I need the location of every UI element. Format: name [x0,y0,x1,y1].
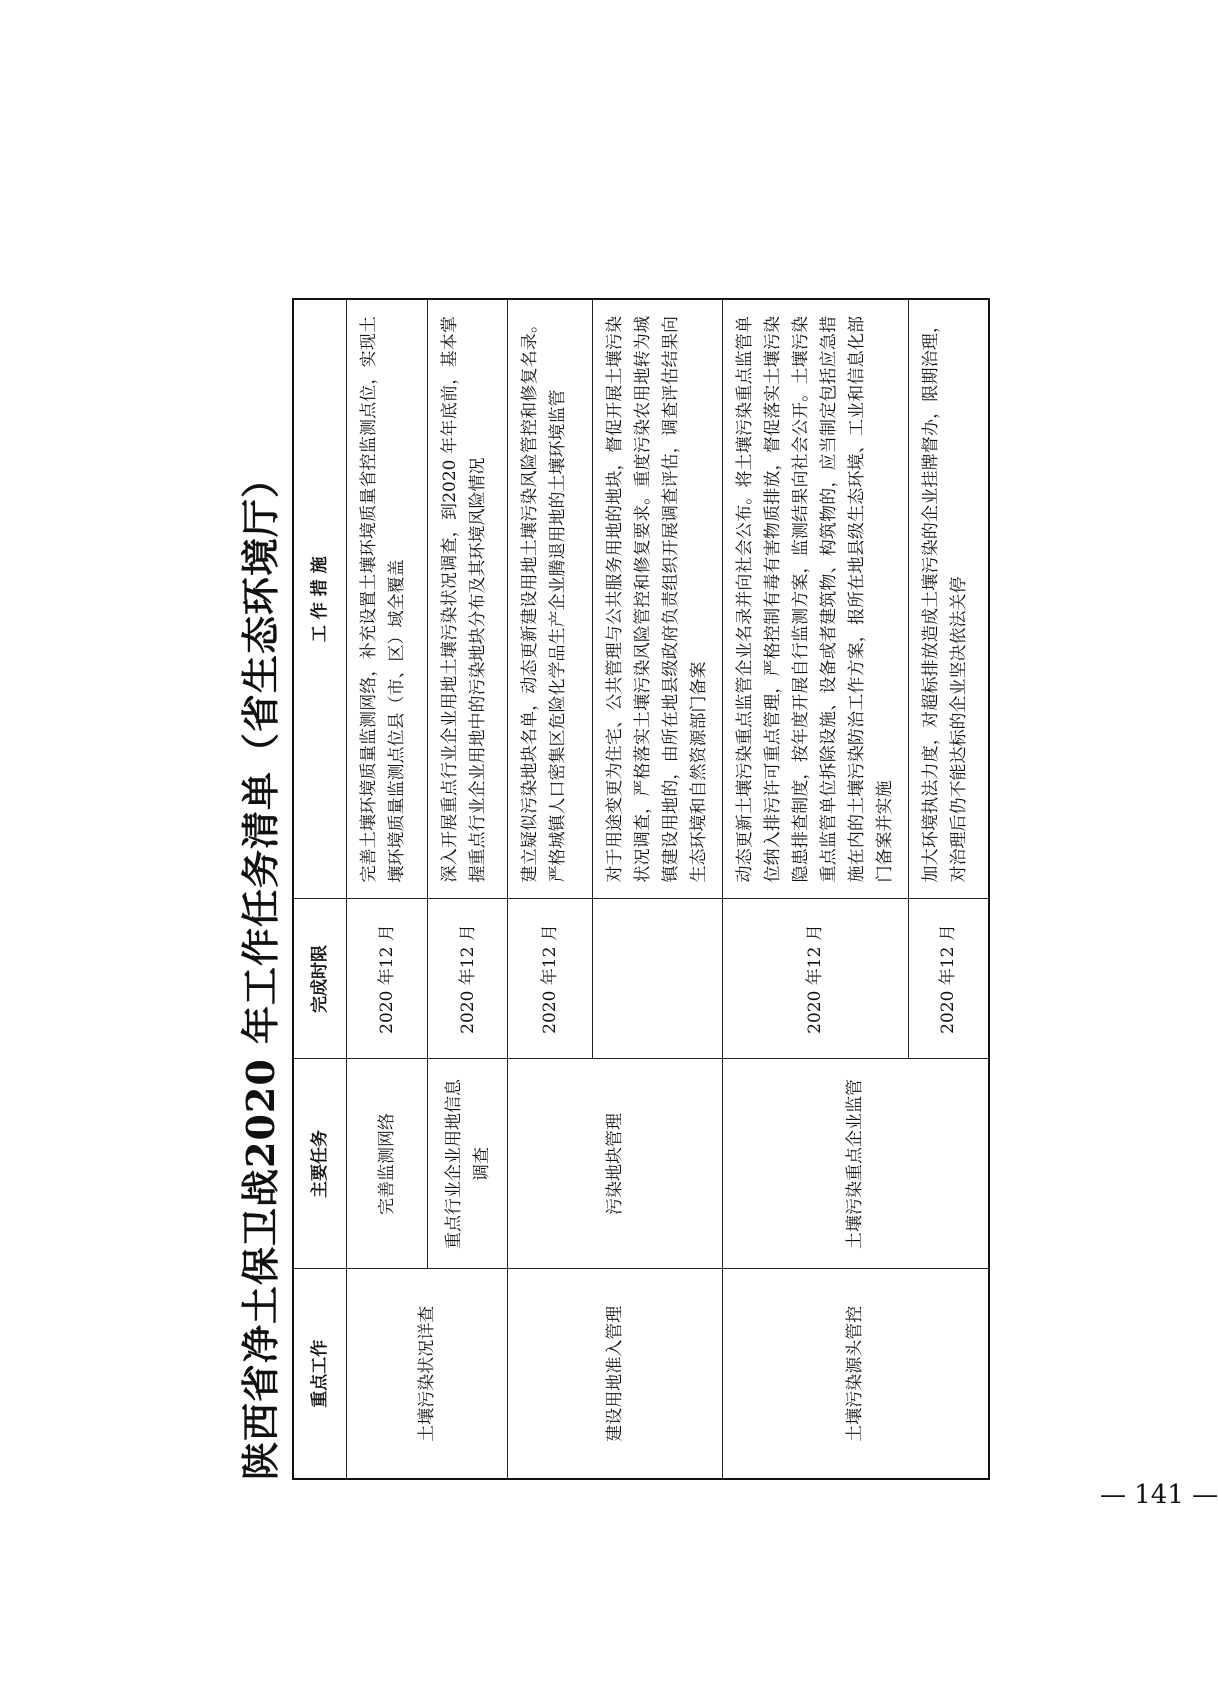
header-measures: 工 作 措 施 [293,299,347,899]
cell-key-work: 建设用地准入管理 [508,1269,722,1479]
cell-deadline: 2020 年12 月 [347,899,428,1059]
cell-key-work: 土壤污染源头管控 [722,1269,989,1479]
rotated-page [230,300,990,1480]
cell-measures: 建立疑似污染地块名单，动态更新建设用地土壤污染风险管控和修复名录。严格城镇人口密集区危险化学品生产企业腾退用地的土壤环境监管 [508,299,593,899]
cell-measures: 深入开展重点行业企业用地土壤污染状况调查，到2020 年年底前，基本掌握重点行业企业用地中的污染地块分布及其环境风险情况 [427,299,508,899]
cell-deadline: 2020 年12 月 [508,899,593,1059]
header-deadline: 完成时限 [293,899,347,1059]
cell-deadline: 2020 年12 月 [908,899,989,1059]
header-main-task: 主要任务 [293,1059,347,1269]
cell-deadline-empty [592,899,722,1059]
table-row [347,299,428,1479]
cell-deadline: 2020 年12 月 [427,899,508,1059]
cell-task: 污染地块管理 [508,1059,722,1269]
cell-measures: 对于用途变更为住宅、公共管理与公共服务用地的地块，督促开展土壤污染状况调查，严格落实土壤污染风险管控和修复要求。重度污染农用地转为城镇建设用地的，由所在地县级政府负责组织开展调查评估，调查评估结果向生态环境和自然资源部门备案 [592,299,722,899]
task-table [292,298,990,1480]
document-title: 陕西省净土保卫战2020 年工作任务清单（省生态环境厅） [238,459,283,1480]
cell-measures: 完善土壤环境质量监测网络，补充设置土壤环境质量省控监测点位，实现土壤环境质量监测点位县（市、区）域全覆盖 [347,299,428,899]
table-header-row [293,299,347,1479]
cell-task: 完善监测网络 [347,1059,428,1269]
cell-task: 土壤污染重点企业监管 [722,1059,989,1269]
header-key-work: 重点工作 [293,1269,347,1479]
cell-measures: 加大环境执法力度，对超标排放造成土壤污染的企业挂牌督办，限期治理，对治理后仍不能达标的企业坚决依法关停 [908,299,989,899]
table-row [722,299,908,1479]
cell-task: 重点行业企业用地信息调查 [427,1059,508,1269]
page-number: — 141 — [1100,1480,1218,1510]
cell-key-work: 土壤污染状况详查 [347,1269,508,1479]
table-row [508,299,593,1479]
cell-deadline: 2020 年12 月 [722,899,908,1059]
cell-measures: 动态更新土壤污染重点监管企业名录并向社会公布。将土壤污染重点监管单位纳入排污许可重点管理，严格控制有毒有害物质排放，督促落实土壤污染隐患排查制度，按年度开展自行监测方案，监测结果向社会公开。土壤污染重点监管单位拆除设施、设备或者建筑物、构筑物的，应当制定包括应急措施在内的土壤污染防治工作方案，报所在地县级生态环境、工业和信息化部门备案并实施 [722,299,908,899]
